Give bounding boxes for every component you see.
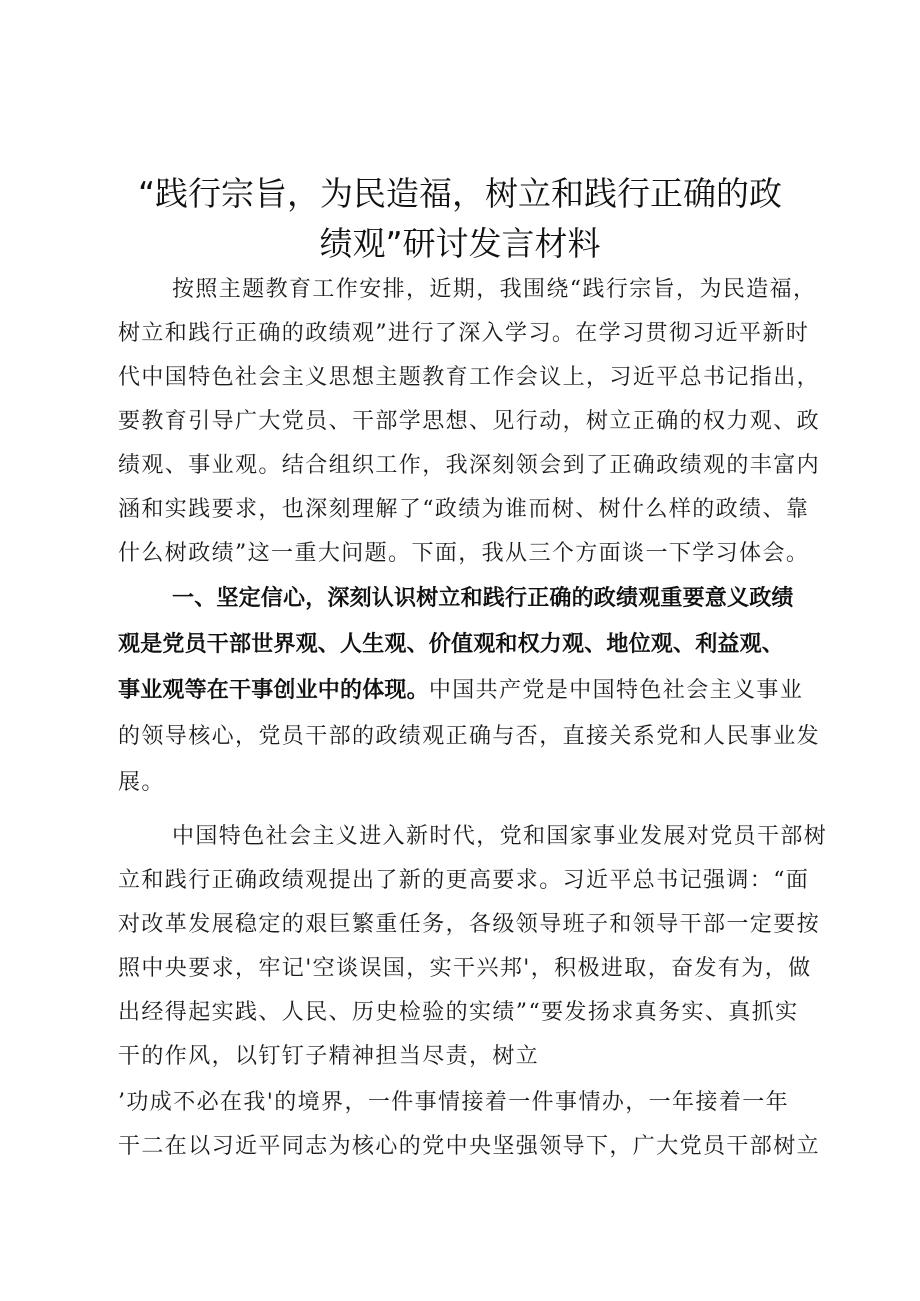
paragraph-1-line-5: 绩观、事业观。结合组织工作，我深刻领会到了正确政绩观的丰富内 xyxy=(118,453,821,478)
section-1-continuation-line-2: 展。 xyxy=(118,770,165,795)
paragraph-1-line-7: 什么树政绩”这一重大问题。下面，我从三个方面谈一下学习体会。 xyxy=(118,541,810,566)
section-1-continuation-line-1: 的领导核心，党员干部的政绩观正确与否，直接关系党和人民事业发 xyxy=(118,724,821,749)
paragraph-2-line-4: 照中央要求，牢记'空谈误国，实干兴邦'，积极进取，奋发有为，做 xyxy=(118,956,812,981)
paragraph-2-line-8: 干二在以习近平同志为核心的党中央坚强领导下，广大党员干部树立 xyxy=(118,1134,821,1159)
document-title-line-1: “践行宗旨，为民造福，树立和践行正确的政 xyxy=(137,174,783,213)
paragraph-1-line-2: 树立和践行正确的政绩观”进行了深入学习。在学习贯彻习近平新时 xyxy=(118,321,810,346)
section-1-heading-line-3 xyxy=(118,680,818,702)
paragraph-2-line-5: 出经得起实践、人民、历史检验的实绩”“要发扬求真务实、真抓实 xyxy=(118,1000,799,1025)
section-1-heading-line-1: 一、坚定信心，深刻认识树立和践行正确的政绩观重要意义政绩 xyxy=(172,586,794,611)
section-1-regular-part: 中国共产党是中国特色社会主义事业 xyxy=(428,678,804,703)
paragraph-2-line-1: 中国特色社会主义进入新时代，党和国家事业发展对党员干部树 xyxy=(172,824,828,849)
paragraph-1-line-4: 要教育引导广大党员、干部学思想、见行动，树立正确的权力观、政 xyxy=(118,409,821,434)
paragraph-1-line-6: 涵和实践要求，也深刻理解了“政绩为谁而树、树什么样的政绩、靠 xyxy=(118,497,810,522)
section-1-heading-line-2: 观是党员干部世界观、人生观、价值观和权力观、地位观、利益观、 xyxy=(118,632,785,657)
section-1-heading-bold-part: 事业观等在干事创业中的体现。 xyxy=(118,678,429,703)
paragraph-1-line-3: 代中国特色社会主义思想主题教育工作会议上，习近平总书记指出， xyxy=(118,365,821,390)
paragraph-2-line-6: 干的作风，以钉钉子精神担当尽责，树立 xyxy=(118,1044,540,1069)
document-title-line-2: 绩观”研讨发言材料 xyxy=(319,224,601,263)
paragraph-2-line-3: 对改革发展稳定的艰巨繁重任务，各级领导班子和领导干部一定要按 xyxy=(118,912,821,937)
paragraph-1-line-1: 按照主题教育工作安排，近期，我围绕“践行宗旨，为民造福， xyxy=(172,277,817,302)
paragraph-2-line-2: 立和践行正确政绩观提出了新的更高要求。习近平总书记强调：“面 xyxy=(118,868,810,893)
paragraph-2-line-7: ’功成不必在我'的境界，一件事情接着一件事情办，一年接着一年 xyxy=(118,1090,790,1115)
